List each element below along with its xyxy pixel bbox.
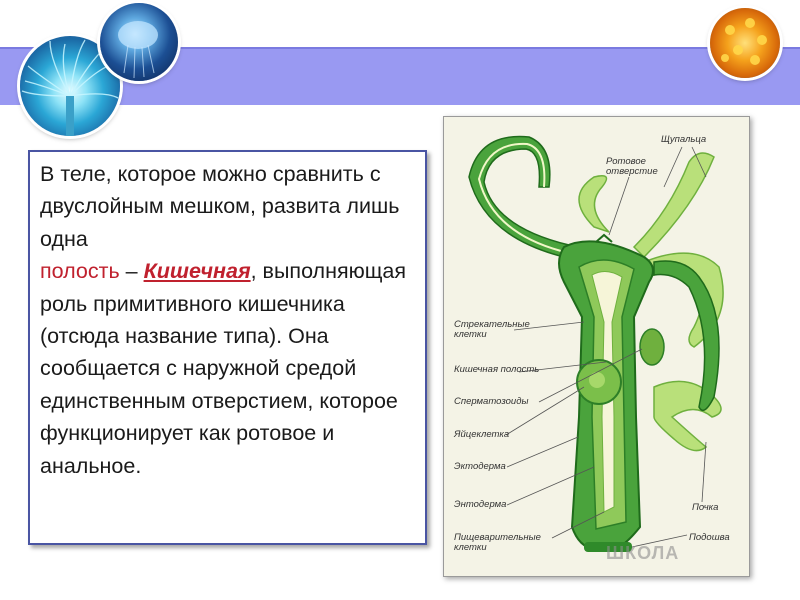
label-mouth-2: отверстие (606, 166, 658, 177)
egg-nucleus (589, 372, 605, 388)
cavity-word: полость (40, 259, 120, 284)
label-stinging-1: Стрекательные (454, 319, 530, 330)
leader-tentacles (664, 147, 682, 187)
coral-photo (710, 8, 780, 78)
paragraph-rest: , выполняющая роль примитивного кишечника (отсюда название типа). Она сообщается с наружной средой единственным отверстием, которое функционирует как ротовое и анальное. (40, 259, 407, 478)
label-tentacles: Щупальца (661, 134, 707, 145)
label-digestive-1: Пищеварительные (454, 532, 541, 543)
sperm-gonad (640, 329, 664, 365)
label-digestive-2: клетки (454, 542, 487, 553)
label-ectoderm: Эктодерма (454, 461, 506, 472)
label-sperm: Сперматозоиды (454, 396, 529, 407)
label-bud: Почка (692, 502, 719, 513)
body-paragraph (40, 158, 415, 482)
leader-ectoderm (507, 437, 578, 467)
tentacle-dark-left (469, 137, 569, 258)
leader-bud (702, 442, 706, 502)
hydra-diagram (443, 116, 750, 577)
tentacle-light-2 (579, 176, 609, 232)
dash: – (119, 259, 144, 284)
leader-egg (506, 387, 584, 435)
paragraph-lead: В теле, которое можно сравнить с двуслойным мешком, развита лишь одна (40, 162, 400, 251)
label-egg: Яйцеклетка (454, 429, 510, 440)
watermark: ШКОЛА (606, 543, 680, 563)
key-term: Кишечная (143, 259, 251, 284)
leader-mouth (609, 177, 629, 235)
mouth-opening (596, 235, 612, 242)
label-sole: Подошва (689, 532, 730, 543)
label-endoderm: Энтодерма (454, 499, 507, 510)
jellyfish-photo (100, 3, 178, 81)
label-mouth-1: Ротовое (606, 156, 646, 167)
label-stinging-2: клетки (454, 329, 487, 340)
text-box (28, 150, 427, 545)
label-gut-cavity: Кишечная полость (454, 364, 540, 375)
